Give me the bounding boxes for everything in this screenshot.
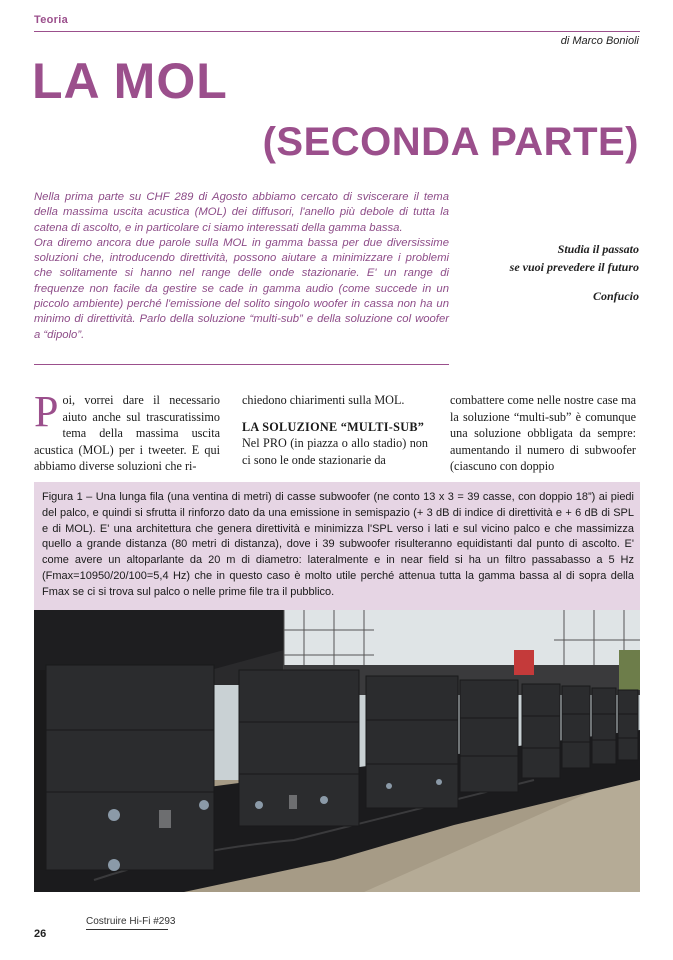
body-text: chiedono chiarimenti sulla MOL.	[242, 393, 405, 407]
subwoofer-array-illustration	[34, 610, 640, 892]
body-text: oi, vorrei dare il necessario aiuto anche sul trascuratissimo tema della massima uscita acustica (MOL) per i tweeter. E qui abbiamo diverse soluzioni che ri-	[34, 393, 220, 474]
intro-paragraph: Nella prima parte su CHF 289 di Agosto abbiamo cercato di sviscerare il tema della massima uscita acustica (MOL) dei diffusori, l'anello più debole di tutta la catena di ascolto, e in particolare ci siamo interessati della gamma bassa.	[34, 191, 449, 234]
page-number: 26	[34, 928, 47, 940]
body-column-1	[34, 387, 220, 475]
body-column-3	[450, 392, 636, 475]
section-divider	[34, 31, 640, 32]
epigraph-line: se vuoi prevedere il futuro	[509, 260, 639, 274]
body-text: combattere come nelle nostre case ma la soluzione “multi-sub” è comunque una soluzione obbligata da sempre: aumentando il numero di subwoofer (ciascuno con doppio	[450, 393, 636, 474]
article-subtitle: (SECONDA PARTE)	[262, 120, 639, 164]
magazine-issue: Costruire Hi-Fi #293	[86, 916, 176, 927]
epigraph-author: Confucio	[592, 289, 639, 303]
footer-divider	[86, 929, 168, 930]
article-title: LA MOL	[32, 53, 228, 109]
intro-divider	[34, 364, 449, 365]
intro-block	[34, 190, 449, 343]
epigraph	[469, 240, 639, 276]
figure-caption: Figura 1 – Una lunga fila (una ventina di metri) di casse subwoofer (ne conto 13 x 3 = 39 casse, con doppio 18”) ai piedi del palco, e quindi si sfrutta il rinforzo dato da una emissione in semispazio (+ 3 dB di indice di direttività e + 6 dB di SPL e di MOL). E' una architettura che genera direttività e minimizza l'SPL verso i lati e sul vicino palco e che massimizza quello a grande distanza (80 metri di distanza), dove i 39 subwoofer risulteranno equidistanti dal punto di ascolto. E' come avere un altoparlante da 20 m di diametro: lateralmente e in near field si ha un filtro passabasso a 5 Hz (Fmax=10950/20/100=5,4 Hz) che in questo caso è molto utile perché attenua tutta la gamma bassa al di sopra della Fmax se ci si trova sul palco o nelle prime file tra il pubblico.	[42, 491, 634, 598]
figure-photo	[34, 610, 640, 892]
body-column-2	[242, 392, 428, 468]
body-text: Nel PRO (in piazza o allo stadio) non ci sono le onde stazionarie da	[242, 436, 428, 467]
section-label: Teoria	[34, 14, 68, 26]
section-subhead: LA SOLUZIONE “MULTI-SUB”	[242, 419, 425, 434]
epigraph-line: Studia il passato	[557, 242, 639, 256]
drop-cap: P	[34, 387, 59, 436]
author-byline: di Marco Bonioli	[560, 35, 639, 47]
intro-paragraph: Ora diremo ancora due parole sulla MOL in gamma bassa per due diversissime soluzioni che, introducendo direttività, possono aiutare a minimizzare i problemi che solitamente si hanno nel range delle onde stazionarie. E' un range di frequenze non facile da gestire se cade in gamma audio (come succede in un piccolo ambiente) perché l'emissione del solito singolo woofer in cassa non ha un minimo di direttività. Parlo della soluzione “multi-sub” e della soluzione col woofer a “dipolo”.	[34, 236, 449, 341]
